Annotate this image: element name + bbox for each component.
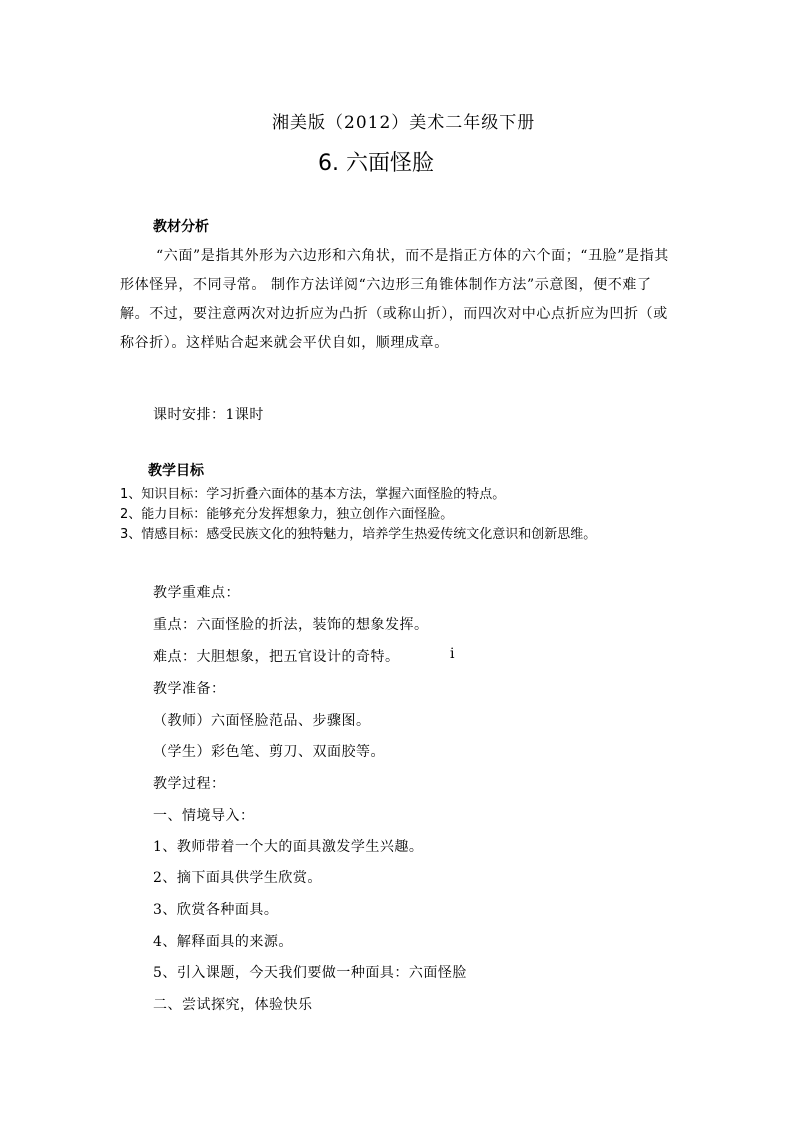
key-point-difficult: 难点：大胆想象，把五官设计的奇特。	[153, 649, 400, 665]
document-title: 湘美版（2012）美术二年级下册	[272, 113, 536, 133]
process-step-3: 3、欣赏各种面具。	[153, 902, 279, 918]
goal-item-knowledge: 1、知识目标：学习折叠六面体的基本方法，掌握六面怪脸的特点。	[120, 487, 506, 502]
process-section-2: 二、尝试探究，体验快乐	[153, 997, 313, 1013]
analysis-text: “六面”是指其外形为六边形和六角状，而不是指正方体的六个面；“丑脸”是指其形体怪异，不同寻常。 制作方法详阅“六边形三角锥体制作方法”示意图，便不难了解。不过，要注意两次对边折应为凸折（或称山折），而四次对中心点折应为凹折（或称谷折）。这样贴合起来就会平伏自如，顺理成章。	[120, 248, 669, 351]
preparation-teacher: （教师）六面怪脸范品、步骤图。	[153, 713, 371, 729]
process-step-1: 1、教师带着一个大的面具激发学生兴趣。	[153, 839, 424, 855]
goals-heading: 教学目标	[148, 463, 204, 479]
key-point-important: 重点：六面怪脸的折法，装饰的想象发挥。	[153, 617, 429, 633]
process-heading: 教学过程：	[153, 776, 226, 792]
preparation-student: （学生）彩色笔、剪刀、双面胶等。	[153, 744, 385, 760]
analysis-paragraph	[120, 242, 680, 358]
analysis-heading: 教材分析	[153, 219, 209, 235]
process-step-2: 2、摘下面具供学生欣赏。	[153, 870, 322, 886]
key-points-heading: 教学重难点：	[153, 585, 240, 601]
stray-mark: i	[450, 646, 455, 662]
process-section-1: 一、情境导入：	[153, 808, 255, 824]
preparation-heading: 教学准备：	[153, 681, 226, 697]
process-step-4: 4、解释面具的来源。	[153, 934, 293, 950]
goal-item-ability: 2、能力目标：能够充分发挥想象力，独立创作六面怪脸。	[120, 507, 454, 522]
goal-item-emotion: 3、情感目标：感受民族文化的独特魅力，培养学生热爱传统文化意识和创新思维。	[120, 527, 597, 542]
lesson-title: 6. 六面怪脸	[318, 151, 434, 176]
process-step-5: 5、引入课题，今天我们要做一种面具：六面怪脸	[153, 965, 467, 981]
schedule-text: 课时安排：1课时	[153, 407, 264, 423]
